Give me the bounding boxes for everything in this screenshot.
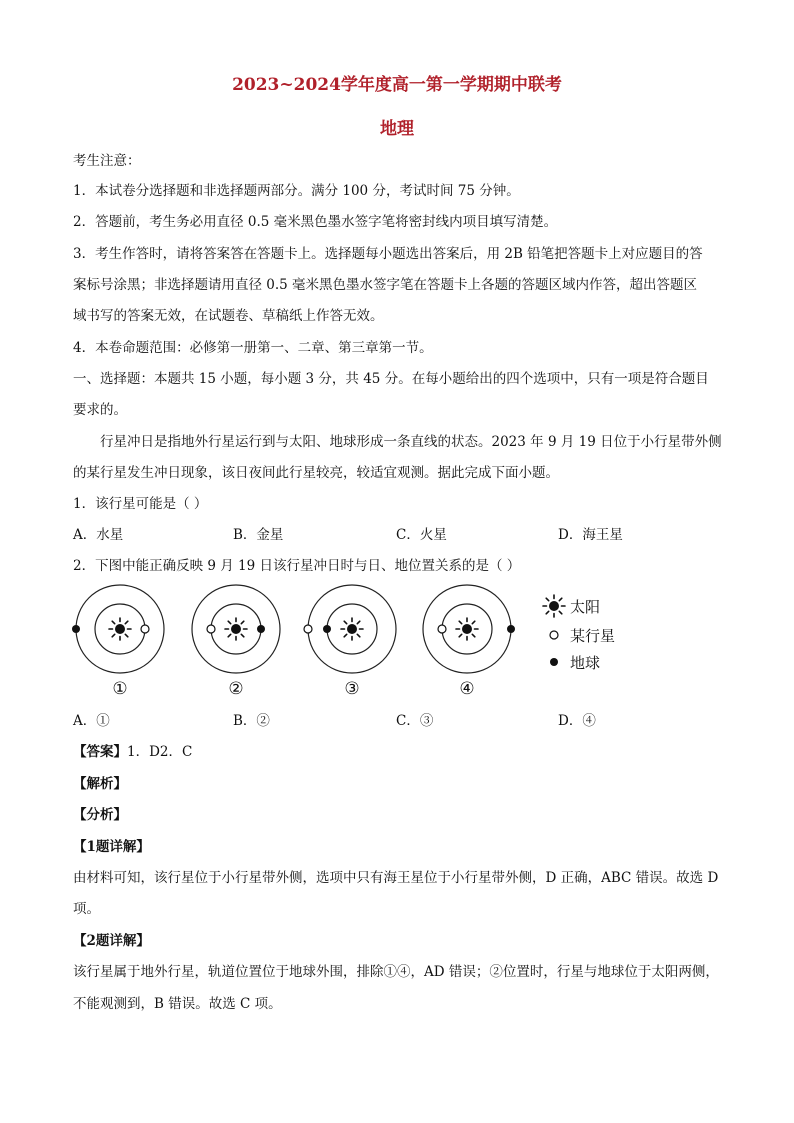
detail-2-line-2: 不能观测到，B 错误。故选 C 项。 (73, 996, 282, 1012)
detail-2-line-1: 该行星属于地外行星，轨道位置位于地球外围，排除①④，AD 错误；②位置时，行星与地球位于太阳两侧， (73, 964, 719, 980)
detail-1-tag: 【1题详解】 (73, 839, 150, 855)
material-line-1: 行星冲日是指地外行星运行到与太阳、地球形成一条直线的状态。2023 年 9 月 19 日位于小行星带外侧 (100, 434, 722, 450)
earth-dot (323, 625, 331, 633)
answer-tag: 【答案】 (73, 744, 127, 760)
diagram-4 (423, 585, 515, 699)
analysis-subtag: 【分析】 (73, 807, 127, 823)
sun-icon (341, 618, 363, 640)
legend-sun-label: 太阳 (570, 598, 601, 616)
question-2-stem: 2．下图中能正确反映 9 月 19 日该行星冲日时与日、地位置关系的是（ ） (73, 558, 521, 574)
notice-heading: 考生注意： (73, 153, 141, 169)
detail-2-tag: 【2题详解】 (73, 933, 150, 949)
legend-earth-icon (550, 658, 558, 666)
detail-1-line-1: 由材料可知，该行星位于小行星带外侧，选项中只有海王星位于小行星带外侧，D 正确，ABC 错误。故选 D (73, 870, 719, 886)
notice-item-2: 2．答题前，考生务必用直径 0.5 毫米黑色墨水签字笔将密封线内项目填写清楚。 (73, 214, 558, 230)
earth-dot (507, 625, 515, 633)
diagram-label-2: ② (228, 679, 244, 699)
q1-option-a: A．水星 (73, 527, 124, 543)
section-1-line-1: 一、选择题：本题共 15 小题，每小题 3 分，共 45 分。在每小题给出的四个选项中，只有一项是符合题目 (73, 371, 709, 387)
material-line-2: 的某行星发生冲日现象，该日夜间此行星较亮，较适宜观测。据此完成下面小题。 (73, 465, 559, 481)
q2-option-a: A．① (73, 713, 110, 729)
planet-dot (304, 625, 312, 633)
detail-1-line-2: 项。 (73, 901, 100, 917)
diagram-label-3: ③ (344, 679, 360, 699)
section-1-line-2: 要求的。 (73, 402, 127, 418)
legend-sun-icon (543, 595, 565, 617)
notice-item-3-line-3: 域书写的答案无效，在试题卷、草稿纸上作答无效。 (73, 308, 384, 324)
diagram-2 (192, 585, 280, 699)
sun-icon (109, 618, 131, 640)
legend-planet-icon (550, 631, 558, 639)
exam-title: 2023~2024学年度高一第一学期期中联考 (232, 75, 562, 95)
notice-item-3-line-2: 案标号涂黑；非选择题请用直径 0.5 毫米黑色墨水签字笔在答题卡上各题的答题区域内作答，超出答题区 (73, 277, 698, 293)
notice-item-1: 1．本试卷分选择题和非选择题两部分。满分 100 分，考试时间 75 分钟。 (73, 183, 520, 199)
q2-option-b: B．② (233, 713, 270, 729)
earth-dot (257, 625, 265, 633)
legend-planet-label: 某行星 (570, 627, 616, 645)
question-1-stem: 1．该行星可能是（ ） (73, 496, 208, 512)
subject-title: 地理 (380, 119, 414, 139)
planet-dot (207, 625, 215, 633)
diagram-3 (304, 585, 396, 699)
diagram-label-1: ① (112, 679, 128, 699)
orbit-diagram (60, 580, 660, 705)
answer-text: 1．D2．C (127, 744, 193, 760)
planet-dot (141, 625, 149, 633)
legend-earth-label: 地球 (570, 654, 601, 672)
q1-option-b: B．金星 (233, 527, 284, 543)
q1-option-c: C．火星 (396, 527, 447, 543)
sun-icon (225, 618, 247, 640)
planet-dot (438, 625, 446, 633)
answer-line (73, 743, 192, 761)
q2-option-c: C．③ (396, 713, 434, 729)
analysis-tag: 【解析】 (73, 776, 127, 792)
q2-option-d: D．④ (558, 713, 596, 729)
earth-dot (72, 625, 80, 633)
diagram-legend (543, 595, 615, 672)
diagram-1 (72, 585, 164, 699)
sun-icon (456, 618, 478, 640)
diagram-label-4: ④ (459, 679, 475, 699)
q1-option-d: D．海王星 (558, 527, 623, 543)
notice-item-3-line-1: 3．考生作答时，请将答案答在答题卡上。选择题每小题选出答案后，用 2B 铅笔把答题卡上对应题目的答 (73, 246, 703, 262)
notice-item-4: 4．本卷命题范围：必修第一册第一、二章、第三章第一节。 (73, 340, 433, 356)
